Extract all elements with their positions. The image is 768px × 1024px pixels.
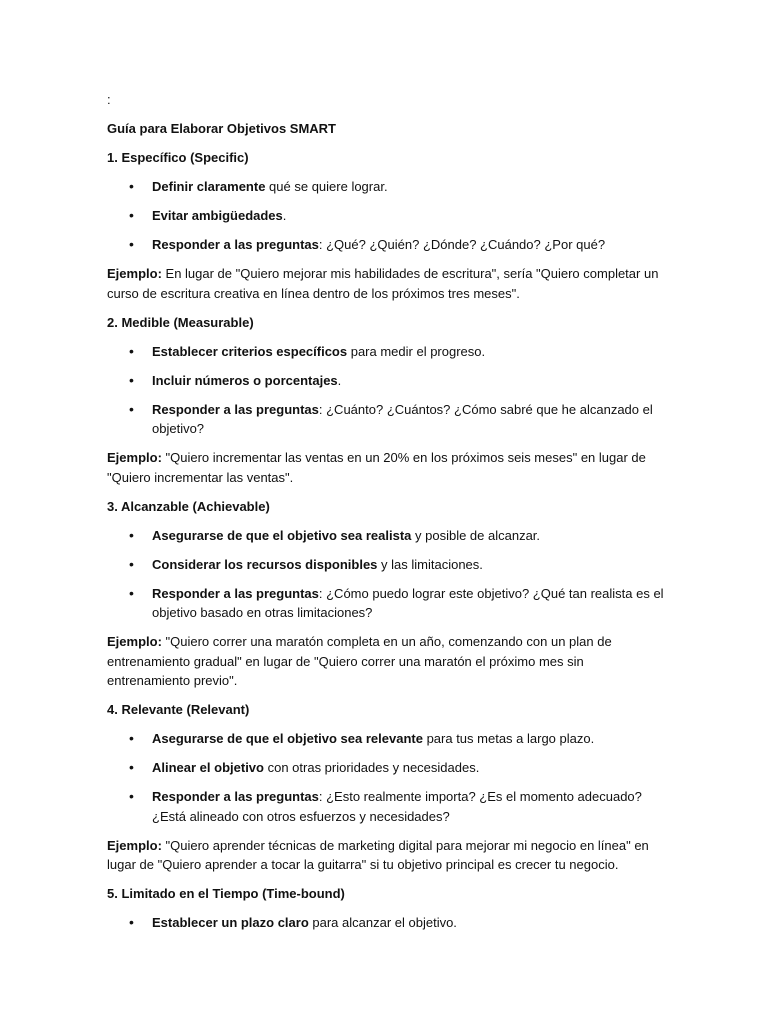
- example-specific: [107, 264, 668, 303]
- list-item-bold: Establecer criterios específicos: [152, 343, 348, 359]
- list-item-text: : ¿Esto realmente importa? ¿Es el momento adecuado? ¿Está alineado con otros esfuerzos y necesidades?: [152, 789, 642, 824]
- section-list-relevant: [107, 729, 668, 826]
- list-item-bold: Alinear el objetivo: [152, 760, 264, 775]
- list-item-text: : ¿Qué? ¿Quién? ¿Dónde? ¿Cuándo? ¿Por qué?: [318, 237, 606, 252]
- section-list-achievable: [107, 526, 668, 623]
- list-item-bold: Definir claramente: [152, 179, 266, 194]
- section-list-specific: [107, 177, 668, 255]
- list-item: [107, 206, 668, 226]
- example-label: Ejemplo:: [107, 450, 162, 465]
- list-item: [107, 584, 668, 623]
- section-list-time-bound: [107, 913, 668, 933]
- list-item-text: qué se quiere lograr.: [265, 179, 388, 194]
- list-item-text: .: [337, 372, 342, 388]
- list-item-bold: Responder a las preguntas: [152, 401, 319, 417]
- list-item-bold: Responder a las preguntas: [152, 237, 319, 252]
- list-item: [107, 342, 668, 362]
- example-text: "Quiero correr una maratón completa en un año, comenzando con un plan de entrenamiento gradual" en lugar de "Quiero correr una maratón el próximo mes sin entrenamiento previo".: [107, 634, 612, 688]
- example-relevant: [107, 836, 668, 875]
- list-item-bold: Responder a las preguntas: [152, 789, 319, 804]
- list-item-bold: Asegurarse de que el objetivo sea realista: [152, 527, 412, 543]
- example-text: En lugar de "Quiero mejorar mis habilidades de escritura", sería "Quiero completar un curso de escritura creativa en línea dentro de los próximos tres meses".: [107, 266, 659, 301]
- section-heading-relevant: 4. Relevante (Relevant): [107, 702, 250, 717]
- list-item-text: y las limitaciones.: [377, 556, 483, 572]
- list-item-text: para tus metas a largo plazo.: [422, 731, 595, 746]
- list-item: [107, 729, 668, 749]
- list-item-text: : ¿Cuánto? ¿Cuántos? ¿Cómo sabré que he alcanzado el objetivo?: [152, 401, 653, 436]
- list-item: [107, 758, 668, 778]
- example-label: Ejemplo:: [107, 837, 162, 853]
- list-item: [107, 555, 668, 575]
- list-item: [107, 177, 668, 197]
- list-item: [107, 235, 668, 255]
- section-heading-achievable: 3. Alcanzable (Achievable): [107, 498, 270, 514]
- list-item-text: y posible de alcanzar.: [411, 527, 541, 543]
- example-text: "Quiero aprender técnicas de marketing digital para mejorar mi negocio en línea" en lugar de "Quiero aprender a tocar la guitarra" si tu objetivo principal es crecer tu negocio.: [107, 837, 649, 872]
- list-item: [107, 913, 668, 933]
- list-item-text: para alcanzar el objetivo.: [308, 915, 457, 930]
- example-label: Ejemplo:: [107, 634, 162, 649]
- list-item: [107, 371, 668, 391]
- list-item-text: con otras prioridades y necesidades.: [263, 760, 480, 775]
- list-item-bold: Evitar ambigüedades: [152, 208, 283, 223]
- leading-colon: :: [107, 92, 111, 107]
- list-item-bold: Establecer un plazo claro: [152, 915, 309, 930]
- list-item-bold: Asegurarse de que el objetivo sea relevante: [152, 731, 423, 746]
- list-item-bold: Responder a las preguntas: [152, 585, 319, 601]
- list-item-text: .: [282, 208, 287, 223]
- list-item-text: : ¿Cómo puedo lograr este objetivo? ¿Qué tan realista es el objetivo basado en otras limitaciones?: [152, 585, 664, 620]
- list-item: [107, 787, 668, 826]
- list-item-bold: Considerar los recursos disponibles: [152, 556, 378, 572]
- list-item: [107, 400, 668, 439]
- list-item-bold: Incluir números o porcentajes: [152, 372, 338, 388]
- section-list-measurable: [107, 342, 668, 439]
- example-measurable: [107, 448, 668, 487]
- section-heading-measurable: 2. Medible (Measurable): [107, 314, 254, 330]
- example-text: "Quiero incrementar las ventas en un 20% en los próximos seis meses" en lugar de "Quiero incrementar las ventas".: [107, 450, 646, 485]
- example-label: Ejemplo:: [107, 266, 162, 281]
- list-item-text: para medir el progreso.: [347, 343, 486, 359]
- list-item: [107, 526, 668, 546]
- document-title: Guía para Elaborar Objetivos SMART: [107, 121, 336, 136]
- section-heading-time-bound: 5. Limitado en el Tiempo (Time-bound): [107, 886, 345, 901]
- section-heading-specific: 1. Específico (Specific): [107, 150, 249, 165]
- example-achievable: [107, 632, 668, 691]
